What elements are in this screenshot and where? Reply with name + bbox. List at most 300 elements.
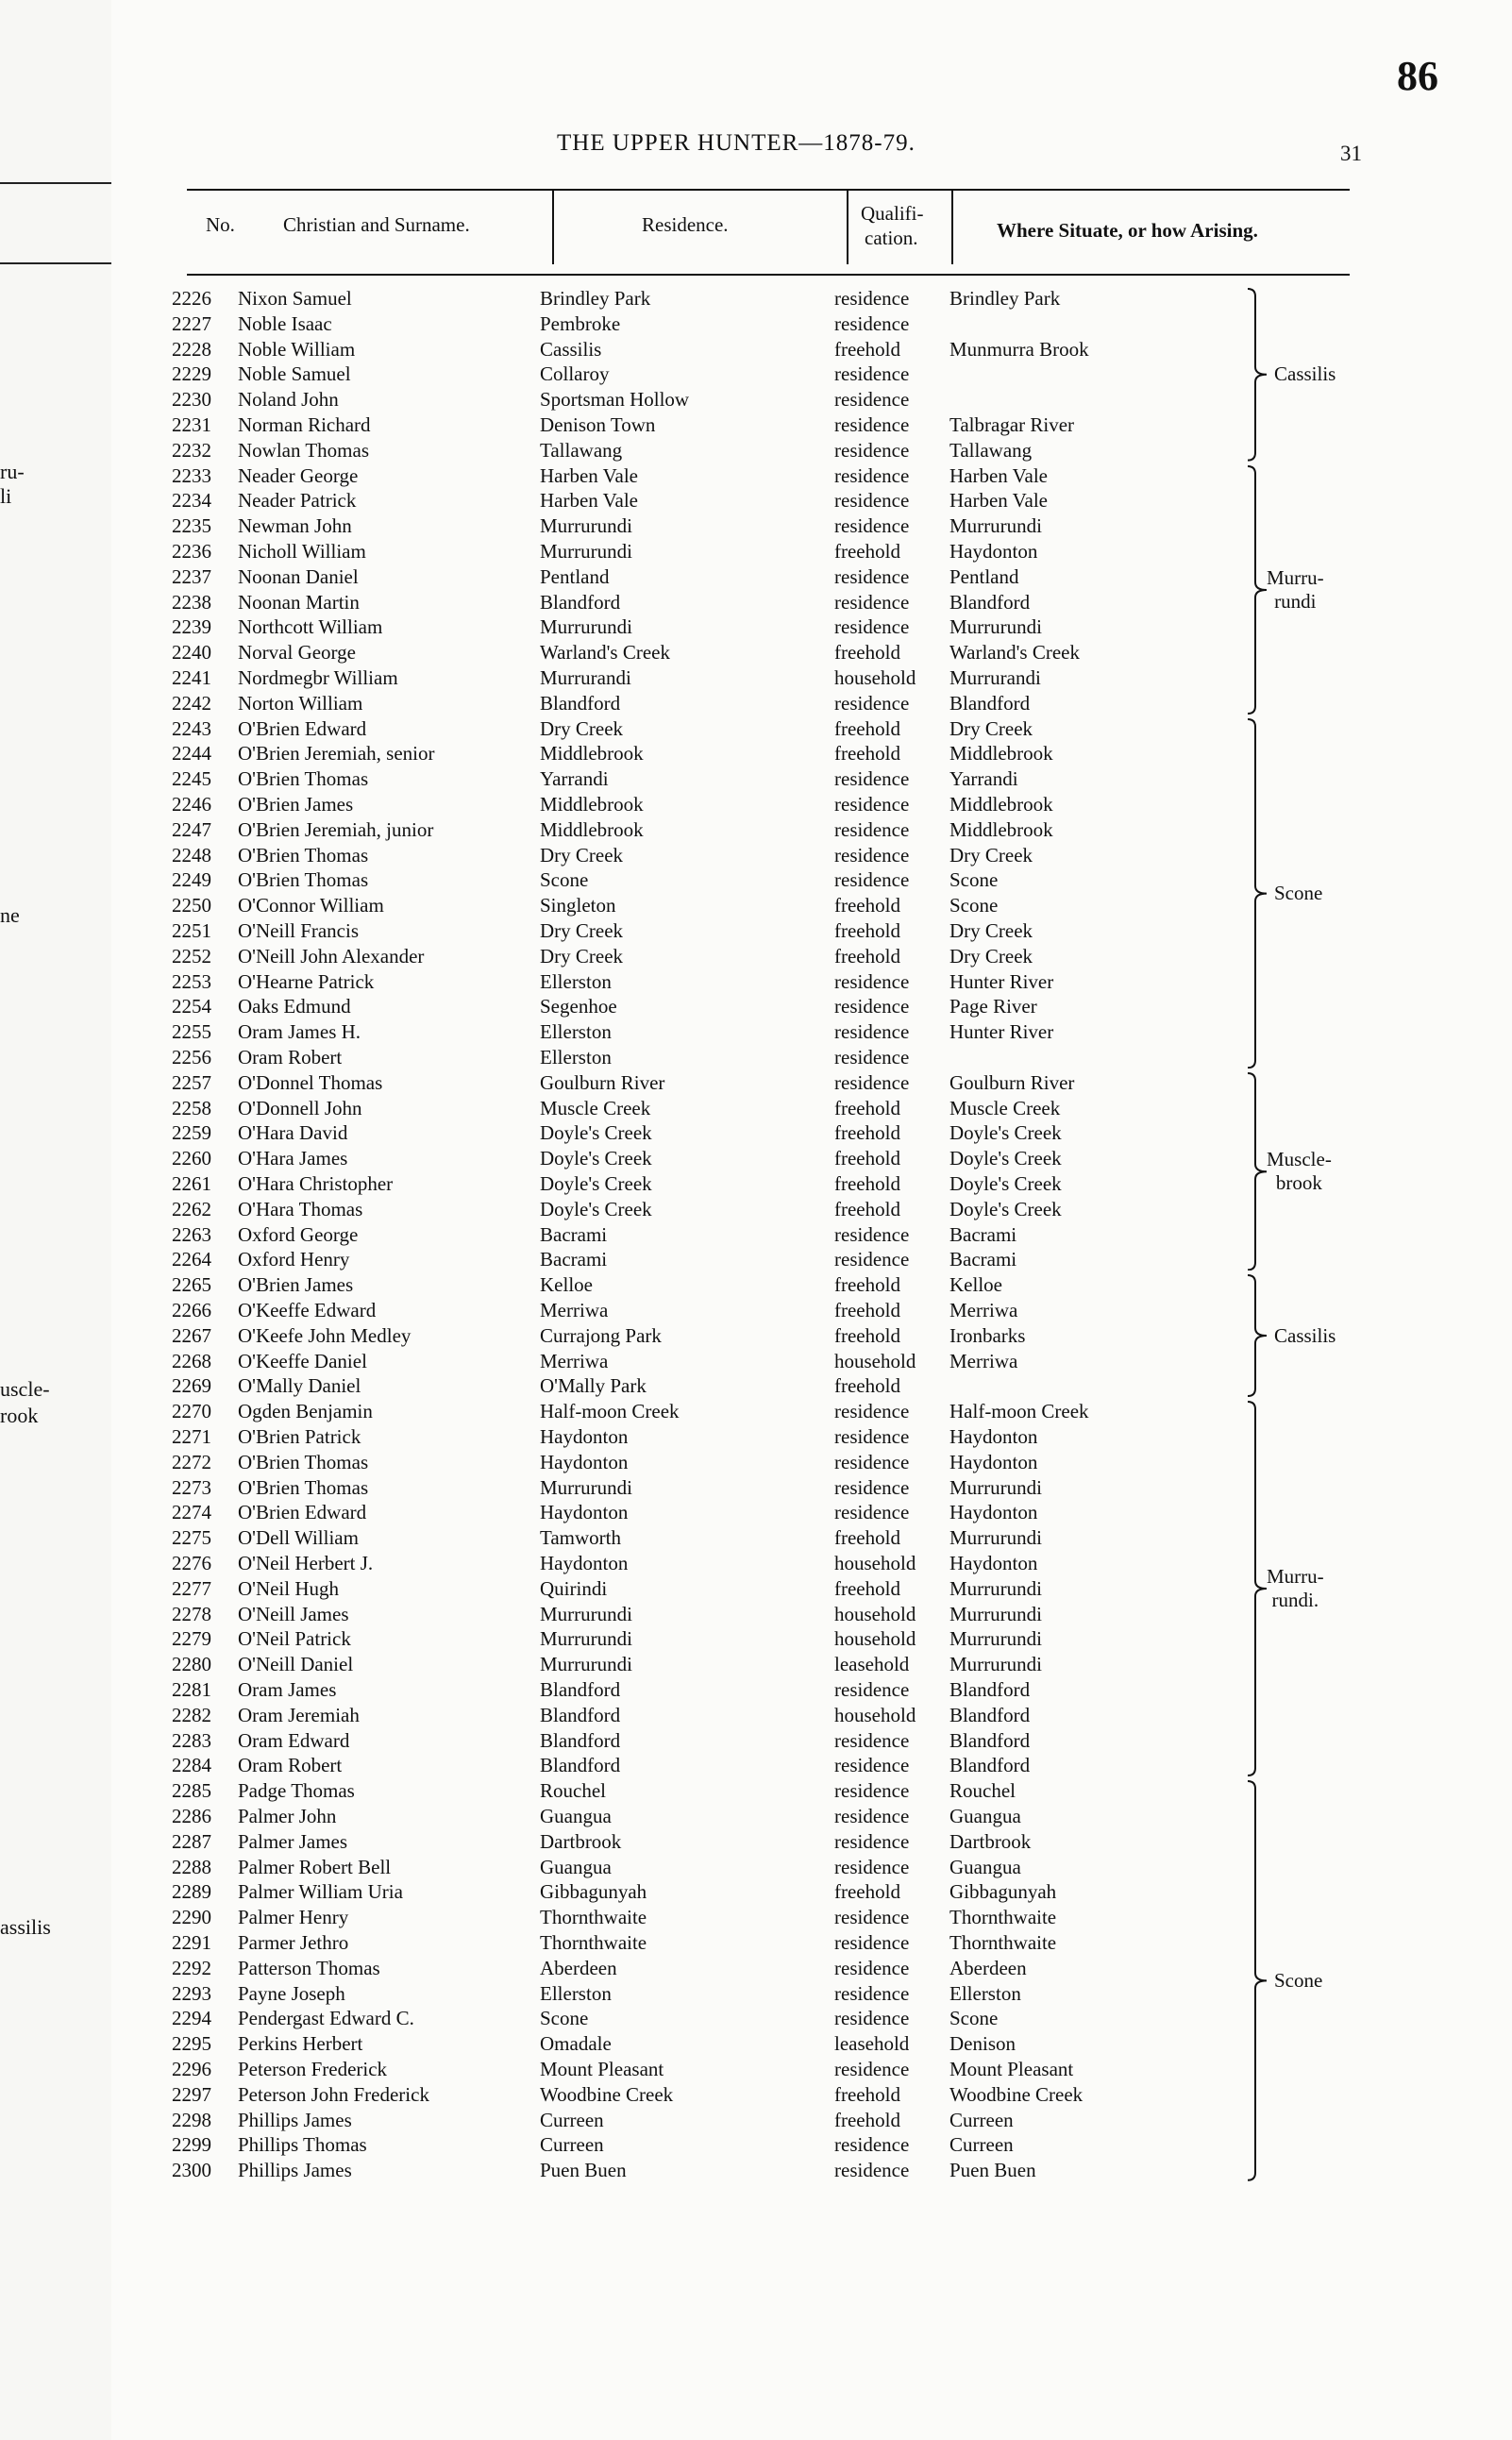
entry-qualification: residence: [834, 489, 910, 513]
entry-where-situate: Murrurandi: [949, 666, 1041, 689]
entry-name: Noble William: [238, 337, 356, 361]
entry-number: 2300: [172, 2159, 211, 2182]
entry-number: 2292: [172, 1956, 211, 1979]
table-row: [0, 1500, 1512, 1525]
entry-name: Oram James H.: [238, 1020, 361, 1044]
entry-where-situate: Middlebrook: [949, 793, 1053, 816]
entry-residence: Middlebrook: [540, 793, 644, 816]
entry-qualification: residence: [834, 1855, 910, 1878]
entry-qualification: freehold: [834, 1096, 900, 1119]
entry-name: Noble Samuel: [238, 362, 351, 386]
entry-residence: Omadale: [540, 2032, 612, 2056]
entry-where-situate: Rouchel: [949, 1779, 1016, 1803]
district-brace: [1242, 1274, 1272, 1397]
entry-residence: Haydonton: [540, 1450, 629, 1473]
entry-number: 2291: [172, 1931, 211, 1954]
entry-where-situate: Murrurundi: [949, 1602, 1042, 1625]
entry-qualification: freehold: [834, 337, 900, 361]
table-row: [0, 766, 1512, 792]
district-label: Cassilis: [1274, 1323, 1336, 1347]
entry-qualification: residence: [834, 868, 910, 892]
entry-name: Oxford George: [238, 1222, 359, 1246]
table-row: [0, 1753, 1512, 1778]
entry-residence: Pentland: [540, 564, 610, 588]
entry-name: Noble Isaac: [238, 311, 332, 335]
facing-page-fragment: ne: [0, 903, 20, 927]
district-brace: [1242, 288, 1272, 462]
entry-where-situate: Scone: [949, 2007, 999, 2030]
entry-name: O'Hara David: [238, 1121, 348, 1145]
entry-number: 2288: [172, 1855, 211, 1878]
entry-where-situate: Blandford: [949, 1754, 1031, 1777]
entry-residence: Scone: [540, 868, 589, 892]
entry-number: 2255: [172, 1020, 211, 1044]
table-row: [0, 2006, 1512, 2031]
table-row: [0, 2158, 1512, 2183]
entry-where-situate: Munmurra Brook: [949, 337, 1089, 361]
entry-qualification: residence: [834, 817, 910, 841]
entry-number: 2242: [172, 691, 211, 715]
entry-where-situate: Guangua: [949, 1805, 1021, 1827]
entry-number: 2293: [172, 1981, 211, 2005]
entry-name: O'Brien Jeremiah, junior: [238, 817, 434, 841]
facing-page-fragment: assilis: [0, 1915, 51, 1939]
entry-name: Parmer Jethro: [238, 1931, 349, 1954]
entry-residence: Haydonton: [540, 1425, 629, 1448]
entry-qualification: freehold: [834, 1526, 900, 1550]
table-row: [0, 1373, 1512, 1399]
table-row: [0, 1855, 1512, 1880]
entry-qualification: residence: [834, 1956, 910, 1979]
entry-qualification: residence: [834, 1981, 910, 2005]
entry-qualification: freehold: [834, 1172, 900, 1195]
entry-number: 2238: [172, 590, 211, 614]
entry-number: 2231: [172, 413, 211, 436]
entry-qualification: freehold: [834, 919, 900, 942]
entry-residence: Murrurundi: [540, 540, 632, 563]
entry-number: 2261: [172, 1172, 211, 1195]
entry-name: O'Dell William: [238, 1526, 359, 1550]
entry-residence: Ellerston: [540, 1046, 612, 1069]
entry-name: O'Keefe John Medley: [238, 1323, 412, 1347]
entry-where-situate: Middlebrook: [949, 742, 1053, 766]
entry-qualification: freehold: [834, 540, 900, 563]
entry-where-situate: Dry Creek: [949, 843, 1033, 867]
table-row: [0, 1879, 1512, 1905]
entry-number: 2265: [172, 1273, 211, 1297]
entry-where-situate: Thornthwaite: [949, 1906, 1057, 1929]
entry-residence: Harben Vale: [540, 489, 638, 513]
entry-name: O'Brien Thomas: [238, 868, 369, 892]
header-where-situate: Where Situate, or how Arising.: [997, 219, 1258, 242]
entry-residence: Murrurundi: [540, 1602, 632, 1625]
table-row: [0, 1804, 1512, 1829]
entry-where-situate: Hunter River: [949, 1020, 1054, 1044]
table-row: [0, 1349, 1512, 1374]
entry-name: O'Neil Patrick: [238, 1627, 351, 1651]
table-row: [0, 843, 1512, 868]
entry-name: Perkins Herbert: [238, 2032, 363, 2056]
entry-qualification: residence: [834, 1020, 910, 1044]
entry-where-situate: Bacrami: [949, 1248, 1017, 1271]
entry-name: Palmer John: [238, 1805, 337, 1827]
entry-where-situate: Hunter River: [949, 969, 1054, 993]
table-row: [0, 438, 1512, 463]
facing-page-rule: [0, 182, 111, 184]
entry-number: 2252: [172, 944, 211, 968]
header-name: Christian and Surname.: [283, 213, 470, 236]
facing-page-fragment: uscle-: [0, 1377, 50, 1401]
entry-qualification: residence: [834, 843, 910, 867]
entry-name: O'Keeffe Edward: [238, 1299, 377, 1321]
entry-qualification: freehold: [834, 1374, 900, 1398]
entry-number: 2246: [172, 793, 211, 816]
entry-where-situate: Haydonton: [949, 1501, 1038, 1524]
entry-number: 2268: [172, 1349, 211, 1372]
entry-number: 2269: [172, 1374, 211, 1398]
table-row: [0, 488, 1512, 513]
entry-qualification: residence: [834, 793, 910, 816]
entry-residence: Tamworth: [540, 1526, 622, 1550]
table-row: [0, 1829, 1512, 1855]
entry-number: 2241: [172, 666, 211, 689]
entry-where-situate: Blandford: [949, 590, 1031, 614]
entry-name: O'Connor William: [238, 894, 384, 917]
entry-qualification: residence: [834, 2058, 910, 2080]
header-qualification-line2: cation.: [865, 227, 918, 249]
entry-where-situate: Kelloe: [949, 1273, 1002, 1297]
entry-residence: Murrurundi: [540, 1627, 632, 1651]
entry-where-situate: Denison: [949, 2032, 1016, 2056]
entry-name: Noland John: [238, 388, 339, 412]
entry-qualification: residence: [834, 287, 910, 310]
entry-qualification: residence: [834, 1805, 910, 1827]
entry-where-situate: Doyle's Creek: [949, 1197, 1062, 1220]
entry-where-situate: Woodbine Creek: [949, 2082, 1084, 2106]
entry-residence: O'Mally Park: [540, 1374, 647, 1398]
entry-where-situate: Goulburn River: [949, 1070, 1075, 1094]
entry-qualification: household: [834, 1349, 916, 1372]
entry-residence: Thornthwaite: [540, 1906, 647, 1929]
entry-where-situate: Dry Creek: [949, 944, 1033, 968]
entry-name: Oram Jeremiah: [238, 1703, 360, 1726]
entry-number: 2298: [172, 2108, 211, 2131]
entry-name: Oram Edward: [238, 1728, 350, 1752]
entry-residence: Segenhoe: [540, 995, 617, 1018]
entry-name: O'Brien James: [238, 793, 354, 816]
entry-number: 2249: [172, 868, 211, 892]
entry-residence: Guangua: [540, 1855, 612, 1878]
entry-residence: Thornthwaite: [540, 1931, 647, 1954]
entry-name: Phillips James: [238, 2159, 352, 2182]
entry-residence: Mount Pleasant: [540, 2058, 664, 2080]
entry-qualification: residence: [834, 413, 910, 436]
entry-where-situate: Guangua: [949, 1855, 1021, 1878]
entry-residence: Curreen: [540, 2108, 604, 2131]
entry-residence: Guangua: [540, 1805, 612, 1827]
entry-number: 2227: [172, 311, 211, 335]
entry-name: Ogden Benjamin: [238, 1400, 373, 1423]
entry-residence: Goulburn River: [540, 1070, 665, 1094]
entry-qualification: residence: [834, 1222, 910, 1246]
district-label: Scone: [1274, 1969, 1323, 1993]
entry-number: 2279: [172, 1627, 211, 1651]
entry-where-situate: Blandford: [949, 1728, 1031, 1752]
entry-name: O'Donnel Thomas: [238, 1070, 383, 1094]
entry-number: 2290: [172, 1906, 211, 1929]
entry-where-situate: Dartbrook: [949, 1829, 1032, 1853]
entry-number: 2294: [172, 2007, 211, 2030]
entry-name: O'Brien Edward: [238, 716, 367, 740]
entry-qualification: residence: [834, 995, 910, 1018]
entry-where-situate: Blandford: [949, 691, 1031, 715]
entry-where-situate: Pentland: [949, 564, 1019, 588]
entry-number: 2260: [172, 1147, 211, 1170]
entry-number: 2263: [172, 1222, 211, 1246]
entry-residence: Singleton: [540, 894, 616, 917]
header-column-divider: [847, 189, 848, 264]
entry-where-situate: Harben Vale: [949, 463, 1048, 487]
table-row: [0, 817, 1512, 843]
entry-number: 2286: [172, 1805, 211, 1827]
entry-where-situate: Scone: [949, 868, 999, 892]
entry-number: 2271: [172, 1425, 211, 1448]
entry-residence: Doyle's Creek: [540, 1147, 652, 1170]
entry-qualification: residence: [834, 1678, 910, 1701]
entry-qualification: leasehold: [834, 1653, 910, 1676]
table-row: [0, 1247, 1512, 1272]
entry-residence: Bacrami: [540, 1222, 608, 1246]
entry-qualification: residence: [834, 767, 910, 791]
entry-where-situate: Murrurundi: [949, 1576, 1042, 1600]
entry-name: Norton William: [238, 691, 363, 715]
district-label: Cassilis: [1274, 362, 1336, 386]
table-row: [0, 994, 1512, 1019]
entry-residence: Rouchel: [540, 1779, 606, 1803]
entry-residence: Dry Creek: [540, 919, 624, 942]
entry-number: 2253: [172, 969, 211, 993]
entry-number: 2251: [172, 919, 211, 942]
entry-name: Phillips James: [238, 2108, 352, 2131]
entry-residence: Ellerston: [540, 969, 612, 993]
entry-number: 2262: [172, 1197, 211, 1220]
entry-number: 2266: [172, 1299, 211, 1321]
entry-where-situate: Talbragar River: [949, 413, 1075, 436]
entry-where-situate: Brindley Park: [949, 287, 1061, 310]
entry-name: O'Hara Christopher: [238, 1172, 394, 1195]
entry-number: 2287: [172, 1829, 211, 1853]
table-row: [0, 1272, 1512, 1298]
entry-qualification: freehold: [834, 944, 900, 968]
entry-name: O'Brien Jeremiah, senior: [238, 742, 435, 766]
entry-name: Noonan Martin: [238, 590, 360, 614]
entry-where-situate: Blandford: [949, 1703, 1031, 1726]
entry-where-situate: Dry Creek: [949, 919, 1033, 942]
table-row: [0, 1778, 1512, 1804]
entry-residence: Aberdeen: [540, 1956, 617, 1979]
entry-qualification: residence: [834, 1450, 910, 1473]
entry-where-situate: Curreen: [949, 2108, 1014, 2131]
entry-name: Palmer James: [238, 1829, 348, 1853]
table-row: [0, 2031, 1512, 2057]
entry-qualification: residence: [834, 969, 910, 993]
header-residence: Residence.: [642, 213, 729, 236]
page-number: 31: [1340, 142, 1362, 165]
entry-name: Patterson Thomas: [238, 1956, 380, 1979]
entry-name: O'Hearne Patrick: [238, 969, 375, 993]
entry-name: O'Neill Daniel: [238, 1653, 354, 1676]
entry-where-situate: Mount Pleasant: [949, 2058, 1074, 2080]
table-row: [0, 412, 1512, 438]
header-no: No.: [206, 213, 235, 236]
entry-qualification: freehold: [834, 742, 900, 766]
entry-residence: Quirindi: [540, 1576, 608, 1600]
district-brace: [1242, 718, 1272, 1069]
entry-where-situate: Murrurundi: [949, 1627, 1042, 1651]
entry-qualification: residence: [834, 1400, 910, 1423]
entry-name: O'Brien Edward: [238, 1501, 367, 1524]
page-mark: 86: [1397, 53, 1438, 99]
table-row: [0, 311, 1512, 337]
entry-where-situate: Haydonton: [949, 1450, 1038, 1473]
entry-number: 2299: [172, 2133, 211, 2157]
entry-qualification: freehold: [834, 2108, 900, 2131]
entry-number: 2295: [172, 2032, 211, 2056]
entry-where-situate: Muscle Creek: [949, 1096, 1061, 1119]
entry-qualification: residence: [834, 615, 910, 639]
entry-where-situate: Warland's Creek: [949, 641, 1080, 665]
entry-qualification: residence: [834, 2007, 910, 2030]
entry-residence: Doyle's Creek: [540, 1172, 652, 1195]
entry-number: 2280: [172, 1653, 211, 1676]
entry-number: 2270: [172, 1400, 211, 1423]
entry-residence: Middlebrook: [540, 817, 644, 841]
entry-residence: Dry Creek: [540, 843, 624, 867]
header-qualification-line1: Qualifi-: [861, 202, 924, 225]
entry-number: 2228: [172, 337, 211, 361]
entry-name: O'Donnell John: [238, 1096, 362, 1119]
entry-number: 2259: [172, 1121, 211, 1145]
entry-number: 2264: [172, 1248, 211, 1271]
entry-qualification: residence: [834, 590, 910, 614]
entry-residence: Blandford: [540, 1728, 621, 1752]
header-column-divider: [552, 189, 554, 264]
entry-where-situate: Ellerston: [949, 1981, 1021, 2005]
entry-number: 2282: [172, 1703, 211, 1726]
entry-number: 2275: [172, 1526, 211, 1550]
table-row: [0, 1096, 1512, 1121]
table-row: [0, 918, 1512, 944]
entry-name: Newman John: [238, 514, 352, 538]
table-row: [0, 1197, 1512, 1222]
entry-name: Padge Thomas: [238, 1779, 355, 1803]
entry-where-situate: Gibbagunyah: [949, 1880, 1057, 1904]
entry-name: Norval George: [238, 641, 356, 665]
entry-residence: Merriwa: [540, 1299, 609, 1321]
entry-name: O'Hara Thomas: [238, 1197, 363, 1220]
entry-residence: Middlebrook: [540, 742, 644, 766]
entry-residence: Merriwa: [540, 1349, 609, 1372]
entry-where-situate: Doyle's Creek: [949, 1147, 1062, 1170]
entry-number: 2284: [172, 1754, 211, 1777]
district-brace: [1242, 1780, 1272, 2181]
table-row: [0, 1070, 1512, 1096]
entry-name: O'Brien Thomas: [238, 843, 369, 867]
entry-qualification: residence: [834, 1779, 910, 1803]
entry-name: O'Neill Francis: [238, 919, 360, 942]
table-row: [0, 741, 1512, 766]
table-row: [0, 1019, 1512, 1045]
entry-residence: Dry Creek: [540, 716, 624, 740]
table-row: [0, 1424, 1512, 1450]
table-row: [0, 969, 1512, 995]
entry-qualification: household: [834, 1552, 916, 1574]
entry-name: Nordmegbr William: [238, 666, 398, 689]
entry-number: 2226: [172, 287, 211, 310]
table-row: [0, 1298, 1512, 1323]
entry-residence: Dartbrook: [540, 1829, 622, 1853]
entry-number: 2258: [172, 1096, 211, 1119]
entry-residence: Scone: [540, 2007, 589, 2030]
entry-name: Norman Richard: [238, 413, 371, 436]
entry-qualification: freehold: [834, 2082, 900, 2106]
entry-residence: Murrurundi: [540, 615, 632, 639]
entry-where-situate: Dry Creek: [949, 716, 1033, 740]
entry-where-situate: Aberdeen: [949, 1956, 1027, 1979]
entry-number: 2236: [172, 540, 211, 563]
entry-qualification: household: [834, 1627, 916, 1651]
entry-where-situate: Murrurundi: [949, 1526, 1042, 1550]
entry-where-situate: Merriwa: [949, 1349, 1018, 1372]
entry-qualification: residence: [834, 2133, 910, 2157]
entry-name: Neader George: [238, 463, 359, 487]
table-row: [0, 1703, 1512, 1728]
entry-name: O'Keeffe Daniel: [238, 1349, 367, 1372]
entry-name: O'Brien James: [238, 1273, 354, 1297]
entry-name: O'Brien Thomas: [238, 1475, 369, 1499]
entry-where-situate: Haydonton: [949, 1552, 1038, 1574]
entry-name: Neader Patrick: [238, 489, 357, 513]
entry-qualification: leasehold: [834, 2032, 910, 2056]
entry-number: 2274: [172, 1501, 211, 1524]
entry-where-situate: Page River: [949, 995, 1037, 1018]
entry-where-situate: Harben Vale: [949, 489, 1048, 513]
table-row: [0, 1652, 1512, 1677]
entry-number: 2237: [172, 564, 211, 588]
entry-qualification: household: [834, 666, 916, 689]
table-row: [0, 1120, 1512, 1146]
facing-page-fragment: rook: [0, 1404, 39, 1427]
entry-name: Oram Robert: [238, 1046, 343, 1069]
entry-residence: Murrurundi: [540, 1475, 632, 1499]
entry-where-situate: Curreen: [949, 2133, 1014, 2157]
entry-number: 2285: [172, 1779, 211, 1803]
entry-number: 2296: [172, 2058, 211, 2080]
entry-number: 2232: [172, 438, 211, 462]
header-bottom-rule: [187, 274, 1350, 276]
table-row: [0, 665, 1512, 691]
entry-name: Palmer Henry: [238, 1906, 349, 1929]
entry-residence: Ellerston: [540, 1981, 612, 2005]
header-top-rule: [187, 189, 1350, 191]
entry-number: 2297: [172, 2082, 211, 2106]
entry-name: O'Hara James: [238, 1147, 348, 1170]
table-row: [0, 2082, 1512, 2108]
entry-qualification: residence: [834, 1754, 910, 1777]
entry-qualification: residence: [834, 1046, 910, 1069]
table-row: [0, 387, 1512, 412]
entry-residence: Doyle's Creek: [540, 1197, 652, 1220]
